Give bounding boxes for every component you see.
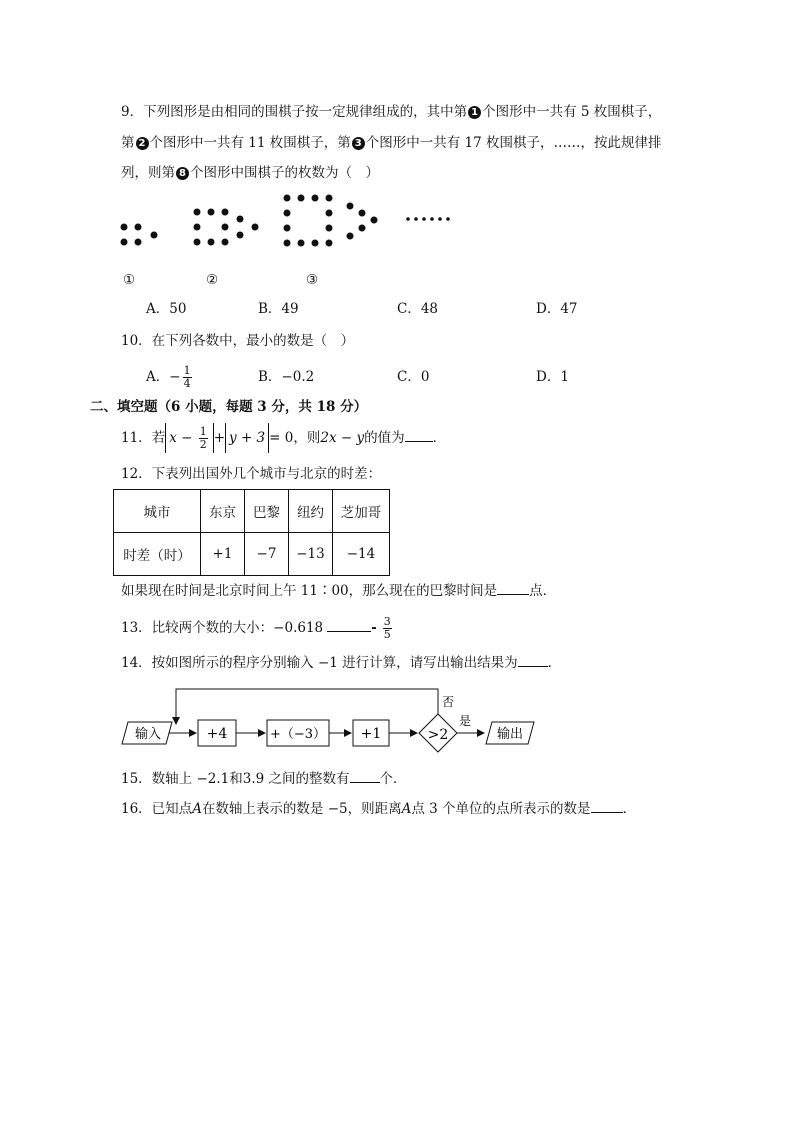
q11-prefix: 11．若 <box>121 430 166 446</box>
q10-stem: 10．在下列各数中，最小的数是（ ） <box>121 333 355 349</box>
q9-line2 <box>121 134 662 152</box>
ellipsis-dots <box>406 217 450 221</box>
answer-blank <box>350 770 380 783</box>
flow-no-label: 否 <box>442 695 455 709</box>
q12-question: 如果现在时间是北京时间上午 11∶00，那么现在的巴黎时间是 点． <box>121 583 557 599</box>
q11-expression: 2x − y <box>320 430 365 446</box>
loop-back-arrow <box>176 689 438 724</box>
flow-output-label: 输出 <box>496 727 524 742</box>
table-cell: 芝加哥 <box>333 490 390 533</box>
q12-stem: 12．下表列出国外几个城市与北京的时差： <box>121 466 382 482</box>
q9-line1 <box>121 103 661 121</box>
section-2-title: 二、填空题（6 小题，每题 3 分，共 18 分） <box>90 399 368 415</box>
q9-option-b: B．49 <box>258 301 299 317</box>
q13: 13．比较两个数的大小：−0.618 - $\frac{3}{5}$ <box>121 615 391 641</box>
answer-blank <box>518 654 548 667</box>
circled-1-icon: 1 <box>468 106 481 119</box>
q15: 15．数轴上 −2.1和3.9 之间的整数有 个． <box>121 771 407 787</box>
flow-condition-label: >2 <box>427 727 449 743</box>
table-cell: −13 <box>289 533 333 576</box>
flow-step2-label: +（−3） <box>269 727 327 742</box>
figure-3-stones <box>284 195 378 247</box>
absolute-value: y + 3 <box>225 423 269 453</box>
fraction: $\frac{1}{4}$ <box>183 364 191 390</box>
answer-blank <box>497 582 529 595</box>
fraction: $\frac{1}{2}$ <box>199 425 207 451</box>
q9-text: 个图形中围棋子的枚数为（ ） <box>190 165 379 181</box>
q9-text: 个图形中一共有 11 枚围棋子，第 <box>149 135 351 151</box>
go-stone-pattern-figure <box>110 188 470 250</box>
answer-blank <box>405 429 433 442</box>
q14-stem: 14．按如图所示的程序分别输入 −1 进行计算，请写出输出结果为 ． <box>121 655 562 671</box>
answer-blank <box>591 800 623 813</box>
q9-option-d: D．47 <box>536 301 578 317</box>
program-flowchart <box>110 684 560 756</box>
figure-1-stones <box>121 224 158 246</box>
q10-option-a <box>146 362 194 392</box>
table-cell: −7 <box>245 533 289 576</box>
table-cell: 巴黎 <box>245 490 289 533</box>
time-difference-table <box>113 489 390 576</box>
table-row <box>114 533 390 576</box>
q9-line3 <box>121 164 379 182</box>
circled-2-icon: 2 <box>136 137 149 150</box>
fraction: $\frac{3}{5}$ <box>383 615 391 641</box>
q9-text: 第 <box>121 135 135 151</box>
q9-text: 个图形中一共有 5 枚围棋子， <box>482 104 662 120</box>
circled-3-icon: 3 <box>352 137 365 150</box>
figure-label-2: ② <box>206 272 219 288</box>
q9-text: 9．下列图形是由相同的围棋子按一定规律组成的，其中第 <box>121 104 468 120</box>
q16: 16．已知点A在数轴上表示的数是 −5，则距离A点 3 个单位的点所表示的数是 ． <box>121 801 637 817</box>
figure-2-stones <box>194 209 259 246</box>
answer-blank <box>327 619 371 632</box>
q10-option-b: B．−0.2 <box>258 369 315 385</box>
flow-step1-label: +4 <box>206 726 228 742</box>
q11: 11．若 x − $\frac{1}{2}$ + y + 3 = 0，则2x − y的值为 ． <box>121 425 447 451</box>
flow-step3-label: +1 <box>360 726 382 742</box>
q9-option-c: C．48 <box>397 301 439 317</box>
table-cell: 时差（时） <box>114 533 201 576</box>
table-cell: −14 <box>333 533 390 576</box>
flow-input-label: 输入 <box>134 727 162 742</box>
table-cell: +1 <box>201 533 245 576</box>
table-cell: 东京 <box>201 490 245 533</box>
figure-label-1: ① <box>123 272 136 288</box>
table-cell: 纽约 <box>289 490 333 533</box>
flow-yes-label: 是 <box>459 714 472 728</box>
table-header-row <box>114 490 390 533</box>
q9-text: 列，则第 <box>121 165 175 181</box>
table-cell: 城市 <box>114 490 201 533</box>
q10-option-a-prefix: A．− <box>146 369 181 385</box>
circled-8-icon: 8 <box>176 167 189 180</box>
q10-option-d: D．1 <box>536 369 569 385</box>
q10-option-c: C．0 <box>397 369 430 385</box>
absolute-value: x − $\frac{1}{2}$ <box>165 423 214 453</box>
figure-label-3: ③ <box>306 272 319 288</box>
q9-text: 个图形中一共有 17 枚围棋子，……，按此规律排 <box>365 135 662 151</box>
q9-option-a: A．50 <box>146 301 187 317</box>
